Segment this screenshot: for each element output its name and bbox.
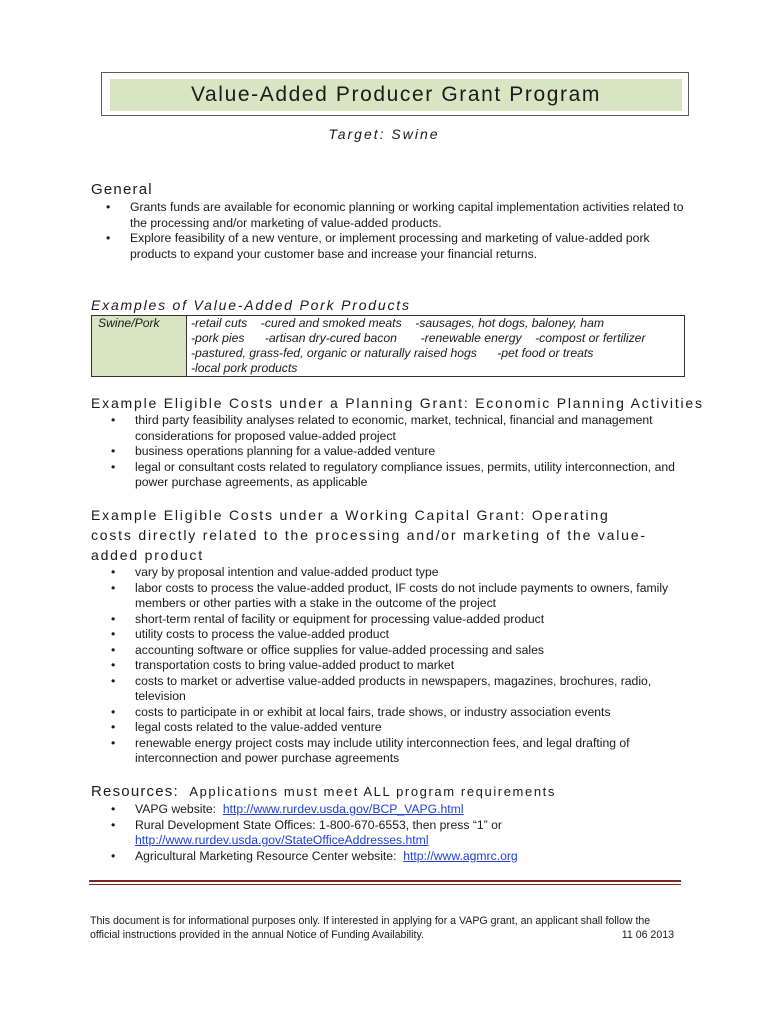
general-heading: General — [91, 181, 153, 198]
bullet-icon: • — [111, 735, 116, 750]
list-item: • renewable energy project costs may include utility interconnection fees, and legal drafting of interconnection and power purchase agreements — [111, 735, 630, 765]
bullet-icon: • — [111, 848, 116, 863]
state-offices-link[interactable]: http://www.rurdev.usda.gov/StateOfficeAddresses.html — [135, 833, 429, 847]
resources-subheading: Applications must meet ALL program requirements — [189, 784, 556, 799]
product-line: -pastured, grass-fed, organic or naturally raised hogs -pet food or treats — [191, 346, 594, 360]
footer-note — [90, 914, 676, 942]
bullet-icon: • — [111, 459, 116, 474]
bullet-icon: • — [111, 413, 116, 427]
list-item: • VAPG website: http://www.rurdev.usda.gov/BCP_VAPG.html — [111, 802, 464, 816]
planning-list — [111, 413, 680, 491]
list-item: • costs to market or advertise value-added products in newspapers, magazines, brochures, radio, television — [111, 673, 652, 703]
products-cell — [187, 316, 685, 377]
bullet-icon: • — [106, 200, 111, 214]
list-item: • utility costs to process the value-added product — [111, 627, 390, 641]
footer-divider-thin — [89, 884, 681, 885]
list-item: • transportation costs to bring value-added product to market — [111, 658, 455, 672]
vapg-website-link[interactable]: http://www.rurdev.usda.gov/BCP_VAPG.html — [222, 802, 464, 816]
target-subtitle: Target: Swine — [328, 126, 440, 142]
product-line: -local pork products — [191, 361, 298, 375]
list-item: • Agricultural Marketing Resource Center website: http://www.agmrc.org — [111, 848, 518, 863]
bullet-icon: • — [111, 444, 116, 458]
footer-divider — [89, 880, 681, 882]
bullet-icon: • — [111, 704, 116, 719]
resources-heading: Resources: — [91, 783, 179, 800]
product-line: -retail cuts -cured and smoked meats -sausages, hot dogs, baloney, ham — [191, 316, 604, 330]
bullet-icon: • — [111, 720, 116, 734]
planning-heading: Example Eligible Costs under a Planning Grant: Economic Planning Activities — [91, 395, 704, 411]
product-line: -pork pies -artisan dry-cured bacon -renewable energy -compost or fertilizer — [191, 331, 646, 345]
footer-date: 11 06 2013 — [621, 929, 674, 941]
bullet-icon: • — [106, 231, 111, 245]
bullet-icon: • — [111, 580, 116, 595]
title-box — [101, 72, 689, 116]
list-item: • costs to participate in or exhibit at local fairs, trade shows, or industry association events — [111, 704, 611, 719]
resources-heading-row — [91, 783, 556, 801]
bullet-icon: • — [111, 802, 116, 816]
working-list — [111, 565, 680, 767]
list-item: • business operations planning for a value-added venture — [111, 444, 436, 458]
bullet-icon: • — [111, 673, 116, 688]
footer-text: This document is for informational purposes only. If interested in applying for a VAPG grant, an applicant shall follow the official instructions provided in the annual Notice of Funding Availability. — [90, 915, 651, 941]
page-title: Value-Added Producer Grant Program — [110, 79, 682, 111]
bullet-icon: • — [111, 642, 116, 657]
working-heading: Example Eligible Costs under a Working Capital Grant: Operating costs directly related to the processing and/or marketing of the value-added product — [91, 507, 647, 563]
list-item: • labor costs to process the value-added product, IF costs do not include payments to owners, family members or other parties with a stake in the outcome of the project — [111, 580, 669, 610]
list-item: • vary by proposal intention and value-added product type — [111, 565, 439, 579]
list-item: • legal costs related to the value-added venture — [111, 720, 382, 734]
bullet-icon: • — [111, 627, 116, 641]
bullet-icon: • — [111, 565, 116, 579]
bullet-icon: • — [111, 658, 116, 672]
bullet-icon: • — [111, 817, 116, 832]
resources-list — [111, 802, 680, 864]
list-item: • accounting software or office supplies for value-added processing and sales — [111, 642, 544, 657]
agmrc-link[interactable]: http://www.agmrc.org — [403, 848, 518, 863]
list-item: • Explore feasibility of a new venture, or implement processing and marketing of value-added pork products to expand your customer base and increase your financial returns. — [106, 231, 650, 261]
examples-heading: Examples of Value-Added Pork Products — [91, 297, 411, 313]
bullet-icon: • — [111, 611, 116, 626]
list-item: • Grants funds are available for economic planning or working capital implementation activities related to the processing and/or marketing of value-added products. — [106, 200, 684, 230]
list-item: • legal or consultant costs related to regulatory compliance issues, permits, utility interconnection, and power purchase agreements, as applicable — [111, 459, 675, 489]
examples-table — [91, 315, 685, 377]
list-item: • third party feasibility analyses related to economic, market, technical, financial and management considerations for proposed value-added project — [111, 413, 653, 443]
general-list — [106, 200, 690, 262]
list-item: • Rural Development State Offices: 1-800-670-6553, then press “1” or http://www.rurdev.usda.gov/StateOfficeAddresses.html — [111, 817, 502, 847]
category-cell: Swine/Pork — [92, 316, 187, 377]
list-item: • short-term rental of facility or equipment for processing value-added product — [111, 611, 545, 626]
